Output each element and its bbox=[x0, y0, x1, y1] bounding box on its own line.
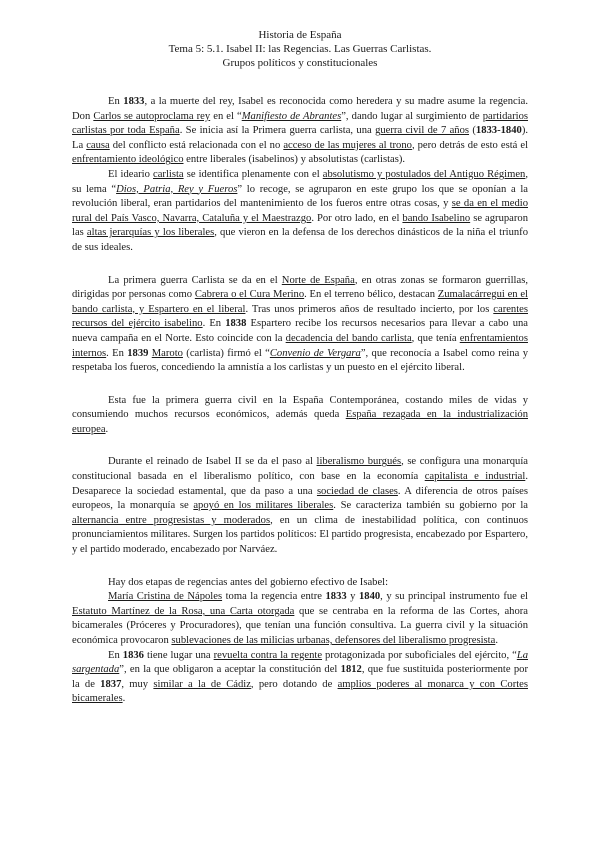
document-body bbox=[72, 95, 528, 707]
subject-title: Historia de España bbox=[258, 29, 342, 41]
paragraph-3: La primera guerra Carlista se da en el Norte de España, en otras zonas se formaron guerrillas, dirigidas por personas como Cabrera o el Cura Merino. En el terreno bélico, destacan Zumalacárregui en el bando carlista, y Espartero en el liberal. Tras unos primeros años de resultado incierto, por los carentes recursos del ejército isabelino. En 1838 Espartero recibe los recursos necesarios para llevar a cabo una nueva campaña en el Norte. Esto coincide con la decadencia del bando carlista, que tenía enfrentamientos internos. En 1839 Maroto (carlista) firmó el “Convenio de Vergara”, que reconocía a Isabel como reina y respetaba los fueros, concediendo la amnistía a los carlistas y un puesto en el ejército liberal. bbox=[72, 274, 529, 374]
paragraph-4: Esta fue la primera guerra civil en la España Contemporánea, costando miles de vidas y consumiendo muchos recursos económicos, además queda España rezagada en la industrialización europea. bbox=[72, 394, 528, 435]
paragraph-6: Hay dos etapas de regencias antes del gobierno efectivo de Isabel: bbox=[108, 576, 389, 588]
document-header bbox=[0, 28, 600, 70]
paragraph-5: Durante el reinado de Isabel II se da el paso al liberalismo burgués, se configura una monarquía constitucional basada en el liberalismo político, con base en la economía capitalista e industrial. Desaparece la sociedad estamental, que da paso a una sociedad de clases. A diferencia de otros países europeos, la monarquía se apoyó en los militares liberales. Se caracteriza también su gobierno por la alternancia entre progresistas y moderados, en un clima de inestabilidad política, con continuos pronunciamientos militares. Surgen los partidos políticos: El partido progresista, encabezado por Espartero, y el partido moderado, encabezado por Narváez. bbox=[72, 456, 529, 556]
topic-title: Tema 5: 5.1. Isabel II: las Regencias. Las Guerras Carlistas. bbox=[168, 43, 432, 55]
paragraph-8: En 1836 tiene lugar una revuelta contra la regente protagonizada por suboficiales del ejército, “La sargentada”, en la que obligaron a aceptar la constitución del 1812, que fue sustituida posteriormente por la de 1837, muy similar a la de Cádiz, pero dotando de amplios poderes al monarca y con Cortes bicamerales. bbox=[72, 649, 529, 705]
paragraph-2: El ideario carlista se identifica plenamente con el absolutismo y postulados del Antiguo Régimen, su lema “Dios, Patria, Rey y Fueros” lo recoge, se agruparon en este grupo los que se oponían a la revolución liberal, eran partidarios del mantenimiento de los fueros entre otras cosas, y se da en el medio rural del País Vasco, Navarra, Cataluña y el Maestrazgo. Por otro lado, en el bando Isabelino se agruparon las altas jerarquías y los liberales, que vieron en la defensa de los derechos dinásticos de la niña el triunfo de sus ideales. bbox=[72, 168, 529, 253]
topic-subtitle: Grupos políticos y constitucionales bbox=[222, 57, 378, 69]
paragraph-7: María Cristina de Nápoles toma la regencia entre 1833 y 1840, y su principal instrumento fue el Estatuto Martínez de la Rosa, una Carta otorgada que se centraba en la reforma de las Cortes, ahora bicamerales (Próceres y Procuradores), que tenían una función consultiva. La guerra civil y la situación económica provocaron sublevaciones de las milicias urbanas, defensores del liberalismo progresista. bbox=[72, 591, 529, 646]
paragraph-1: En 1833, a la muerte del rey, Isabel es reconocida como heredera y su madre asume la regencia. Don Carlos se autoproclama rey en el “Manifiesto de Abrantes”, dando lugar al surgimiento de partidarios carlistas por toda España. Se inicia así la Primera guerra carlista, una guerra civil de 7 años (1833-1840). La causa del conflicto está relacionada con el no acceso de las mujeres al trono, pero detrás de esto está el enfrentamiento ideológico entre liberales (isabelinos) y absolutistas (carlistas). bbox=[72, 96, 529, 166]
